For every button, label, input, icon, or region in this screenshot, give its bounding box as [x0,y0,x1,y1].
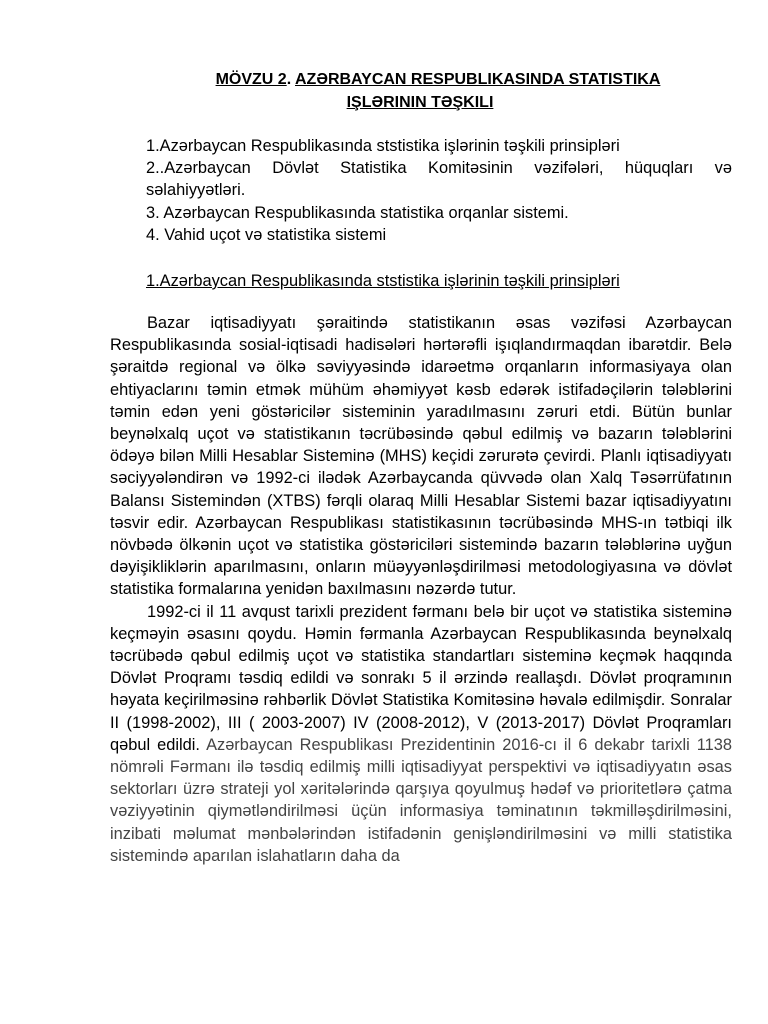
title-main: AZƏRBAYCAN RESPUBLIKASINDA STATISTIKA [295,71,661,88]
title-line-1: MÖVZU 2. AZƏRBAYCAN RESPUBLIKASINDA STATISTIKA [215,71,661,88]
outline-item: 4. Vahid uçot və statistika sistemi [146,225,387,244]
outline-item: 3. Azərbaycan Respublikasında statistika orqanlar sistemi. [146,203,569,222]
body-text [110,312,732,867]
outline-item: 2..Azərbaycan Dövlət Statistika Komitəsinin vəzifələri, hüquqları və səlahiyyətləri. [146,159,732,200]
outline-item: 1.Azərbaycan Respublikasında ststistika işlərinin təşkili prinsipləri [146,137,620,155]
section-heading: 1.Azərbaycan Respublikasında ststistika işlərinin təşkili prinsipləri [146,272,620,290]
title-line-2: IŞLƏRININ TƏŞKILI [346,94,494,111]
page-title [110,68,730,114]
topic-outline [110,135,732,246]
title-prefix: MÖVZU 2 [215,71,287,88]
paragraph-quoted-text: Azərbaycan Respublikası Prezidentinin 2016-cı il 6 dekabr tarixli 1138 nömrəli Fərmanı ilə təsdiq edilmiş milli iqtisadiyyat perspektivi və iqtisadiyyatın əsas sektorları üzrə strateji yol xəritələrində qarşıya qoyulmuş hədəf və prioritetlərə çatma vəziyyətinin qiymətləndirilməsi üçün informasiya təminatının təkmilləşdirilməsini, inzibati məlumat mənbələrindən istifadənin genişləndirilməsini və milli statistika sistemində aparılan islahatların daha da [110,735,732,865]
paragraph [110,601,732,867]
paragraph: Bazar iqtisadiyyatı şəraitində statistikanın əsas vəzifəsi Azərbaycan Respublikasında sosial-iqtisadi hadisələri hərtərəfli işıqlandırmaqdan ibarətdir. Belə şəraitdə regional və ölkə səviyyəsində idarəetmə orqanların informasiyaya olan ehtiyaclarını təmin etmək mühüm əhəmiyyət kəsb edərək istifadəçilərin tələblərini təmin edən yeni göstəricilər sisteminin yaradılmasını zəruri etdi. Bütün bunlar beynəlxalq uçot və statistikanın təcrübəsində qəbul edilmiş və bazarın tələblərini ödəyə bilən Milli Hesablar Sisteminə (MHS) keçidi zərurətə çevirdi. Planlı iqtisadiyyatı səciyyələndirən və 1992-ci ilədək Azərbaycanda qüvvədə olan Xalq Təsərrüfatının Balansı Sistemindən (XTBS) fərqli olaraq Milli Hesablar Sistemi bazar iqtisadiyyatını təsvir edir. Azərbaycan Respublikası statistikasının təcrübəsində MHS-ın tətbiqi ilk növbədə ölkənin uçot və statistika göstəriciləri sistemində bazarın tələblərinə uyğun dəyişikliklərin aparılmasını, onların müəyyənləşdirilməsi metodologiyasına və dövlət statistika formalarına yenidən baxılmasını nəzərdə tutur. [110,314,732,599]
paragraph-text: 1992-ci il 11 avqust tarixli prezident fərmanı belə bir uçot və statistika sisteminə keçməyin əsasını qoydu. Həmin fərmanla Azərbaycan Respublikasında beynəlxalq təcrübədə qəbul edilmiş uçot və statistika standartları sisteminə keçmək haqqında Dövlət Proqramı təsdiq edildi və sonrakı 5 il ərzində reallaşdı. Dövlət proqramının həyata keçirilməsinə rəhbərlik Dövlət Statistika Komitəsinə həvalə edilmişdir. Sonralar II (1998-2002), III ( 2003-2007) IV (2008-2012), V (2013-2017) Dövlət Proqramları qəbul edildi. [110,602,732,754]
